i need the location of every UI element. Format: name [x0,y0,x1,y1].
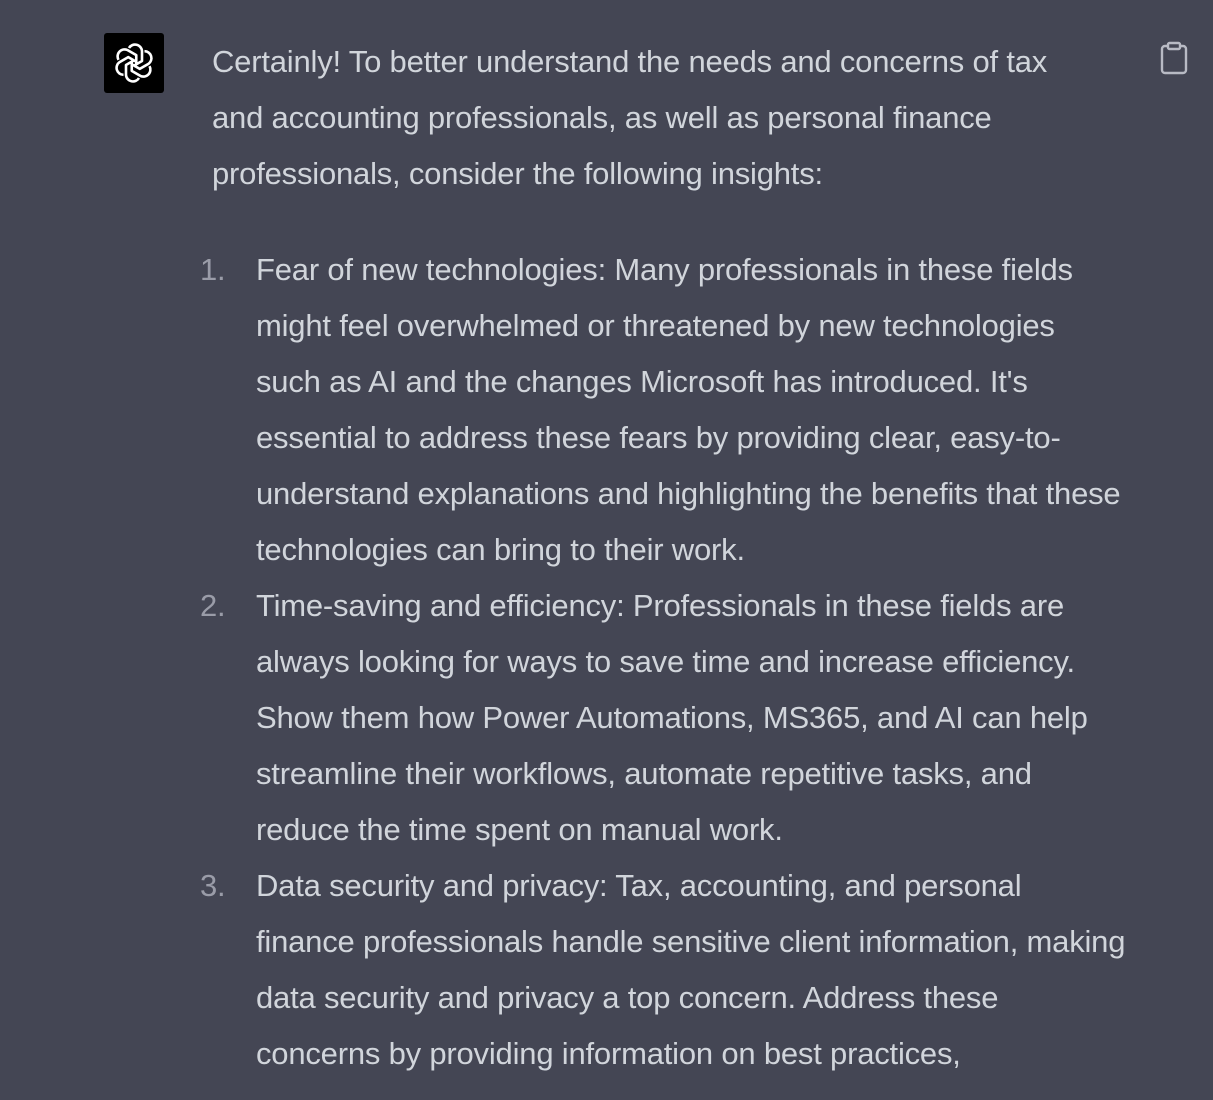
list-item [200,578,1126,858]
list-item-number: 1. [200,252,226,287]
message-intro: Certainly! To better understand the needs and concerns of tax and accounting professionals, as well as personal finance professionals, consider the following insights: [212,44,1048,191]
list-item-text: Fear of new technologies: Many professionals in these fields might feel overwhelmed or threatened by new technologies such as AI and the changes Microsoft has introduced. It's essential to address these fears by providing clear, easy-to-understand explanations and highlighting the benefits that these technologies can bring to their work. [256,252,1121,567]
list-item [200,242,1126,578]
message-content [200,34,1142,1082]
list-item-text: Data security and privacy: Tax, accounting, and personal finance professionals handle sensitive client information, making data security and privacy a top concern. Address these concerns by providing information on best practices, [256,868,1126,1071]
list-item-number: 3. [200,868,226,903]
list-item-number: 2. [200,588,226,623]
list-item [200,858,1126,1082]
clipboard-icon [1159,41,1189,75]
insights-list [200,242,1142,1082]
list-item-text: Time-saving and efficiency: Professionals in these fields are always looking for ways to save time and increase efficiency. Show them how Power Automations, MS365, and AI can help streamline their workflows, automate repetitive tasks, and reduce the time spent on manual work. [256,588,1088,847]
assistant-avatar [104,33,164,93]
openai-logo-icon [111,40,157,86]
copy-button[interactable] [1156,40,1192,76]
